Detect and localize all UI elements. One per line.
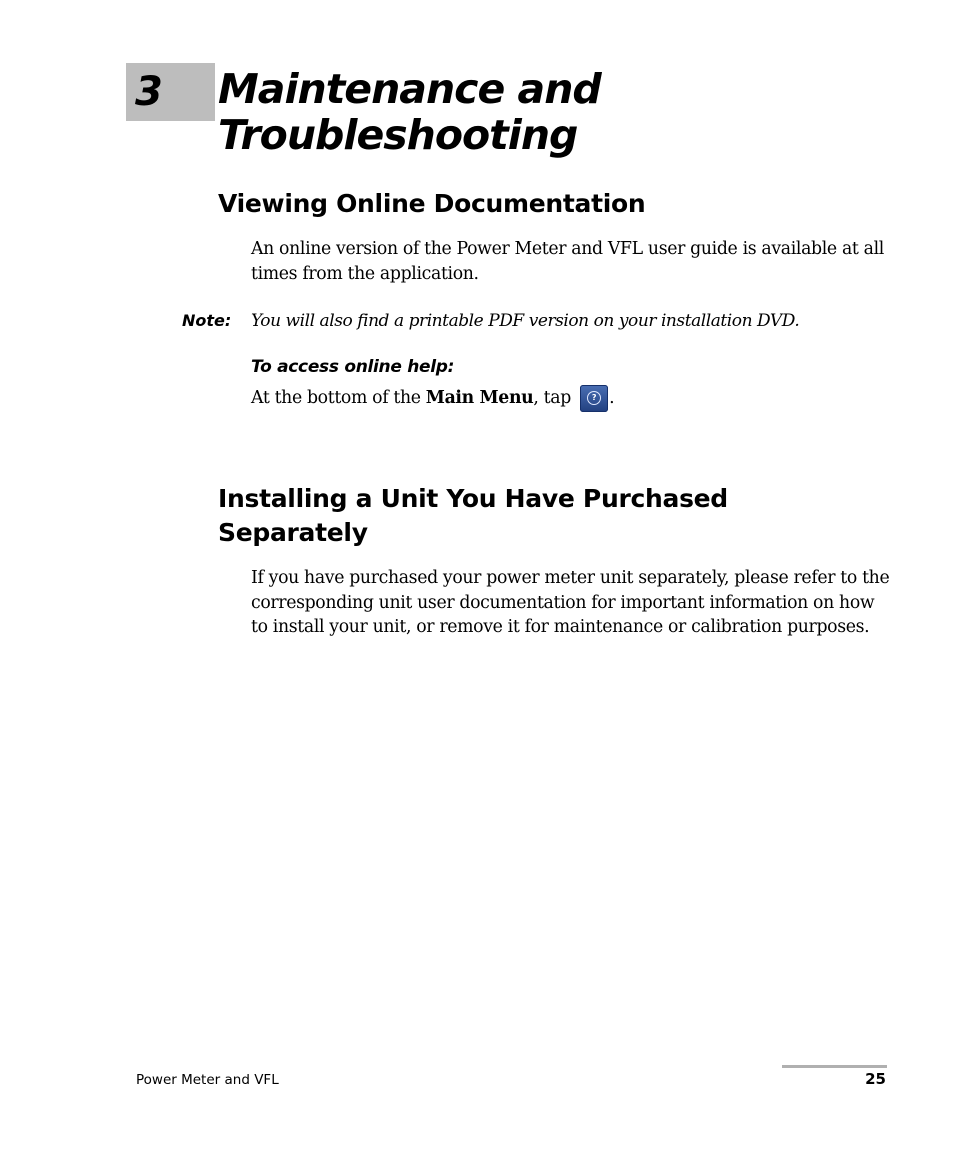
page-number: 25 bbox=[865, 1070, 886, 1088]
procedure-heading: To access online help: bbox=[251, 357, 455, 377]
online-version-paragraph: An online version of the Power Meter and VFL user guide is available at all times from the application. bbox=[251, 239, 884, 284]
chapter-title: Maintenance and Troubleshooting bbox=[218, 65, 601, 159]
footer-document-title: Power Meter and VFL bbox=[136, 1072, 279, 1088]
step-text-middle: , tap bbox=[533, 388, 577, 408]
section-heading-installing: Installing a Unit You Have Purchased Separately bbox=[218, 484, 728, 547]
note-text: You will also find a printable PDF version on your installation DVD. bbox=[251, 311, 800, 331]
step-text-prefix: At the bottom of the bbox=[251, 388, 426, 408]
section-heading-viewing: Viewing Online Documentation bbox=[218, 189, 646, 218]
chapter-number: 3 bbox=[135, 69, 163, 115]
procedure-step bbox=[251, 385, 614, 411]
help-button[interactable] bbox=[580, 385, 608, 412]
main-menu-name: Main Menu bbox=[425, 388, 534, 408]
help-icon: ? bbox=[587, 391, 601, 405]
purchased-unit-paragraph: If you have purchased your power meter unit separately, please refer to the corresponding unit user documentation for important information on how to install your unit, or remove it for maintenance or calibration purposes. bbox=[251, 568, 890, 637]
footer-rule bbox=[782, 1065, 887, 1068]
note-label: Note: bbox=[182, 311, 232, 330]
step-text-suffix: . bbox=[609, 388, 615, 408]
